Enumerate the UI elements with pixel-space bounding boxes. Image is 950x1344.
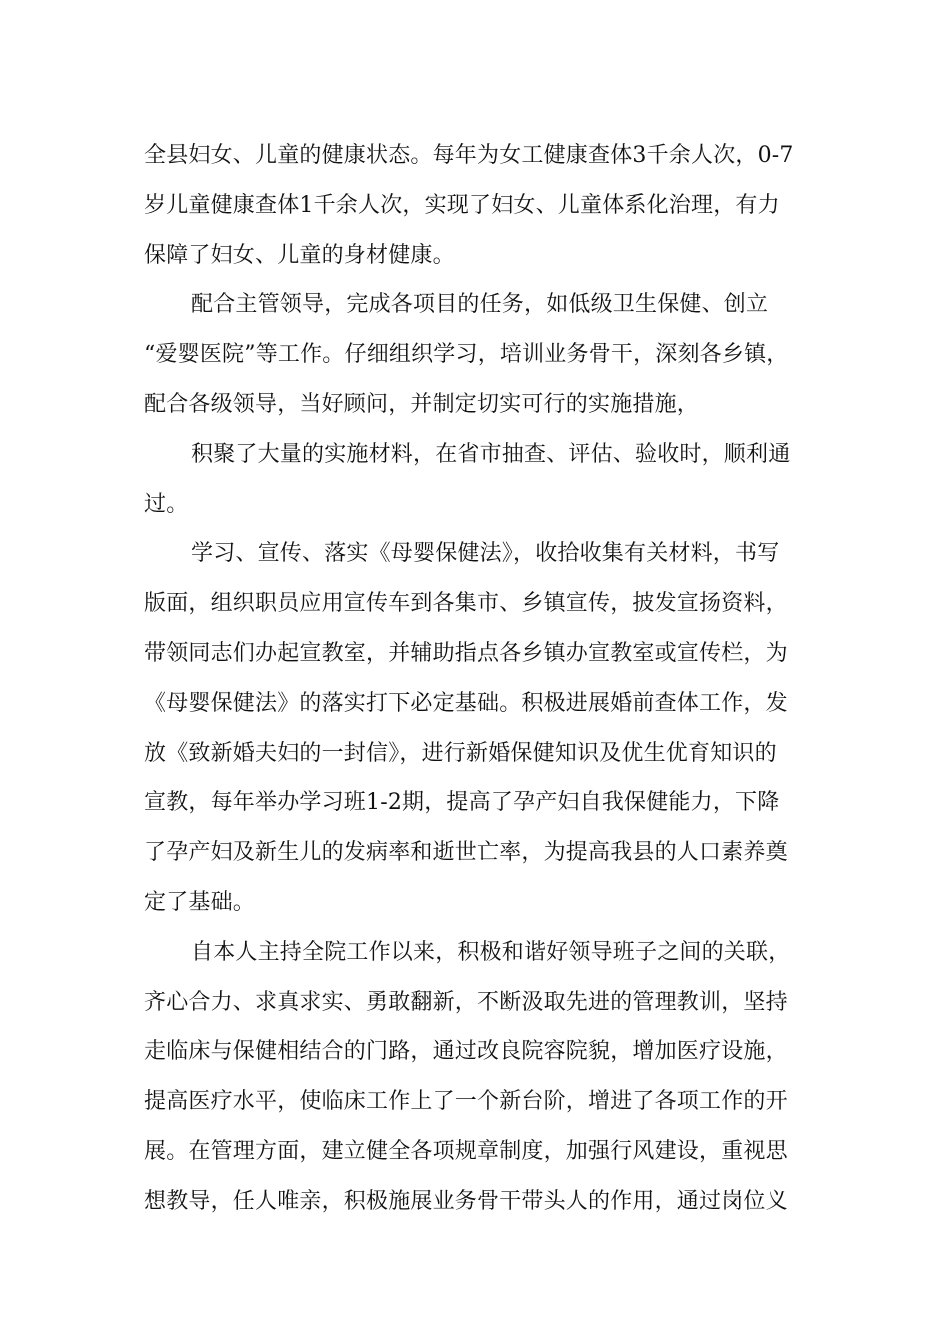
text-line: 配合各级领导，当好顾问，并制定切实可行的实施措施， <box>144 391 700 417</box>
document-body-text <box>144 131 814 1227</box>
text-line: 宣教，每年举办学习班1-2期，提高了孕产妇自我保健能力，下降 <box>144 790 780 816</box>
paragraph-first-line: 学习、宣传、落实《母婴保健法》，收拾收集有关材料，书写 <box>191 541 780 567</box>
text-line: 全县妇女、儿童的健康状态。每年为女工健康查体3千余人次，0-7 <box>144 143 794 168</box>
text-line: “爱婴医院”等工作。仔细组织学习，培训业务骨干，深刻各乡镇， <box>144 342 789 368</box>
text-line: 展。在管理方面，建立健全各项规章制度，加强行风建设，重视思 <box>144 1138 788 1164</box>
text-line: 想教导，任人唯亲，积极施展业务骨干带头人的作用，通过岗位义 <box>144 1188 788 1214</box>
text-line: 走临床与保健相结合的门路，通过改良院容院貌，增加医疗设施， <box>144 1039 788 1065</box>
text-line: 放《致新婚夫妇的一封信》，进行新婚保健知识及优生优育知识的 <box>144 740 777 766</box>
text-line: 齐心合力、求真求实、勇敢翻新，不断汲取先进的管理教训，坚持 <box>144 989 788 1015</box>
text-line: 岁儿童健康查体1千余人次，实现了妇女、儿童体系化治理，有力 <box>144 192 780 218</box>
text-line: 提高医疗水平，使临床工作上了一个新台阶，增进了各项工作的开 <box>144 1089 788 1115</box>
text-line: 保障了妇女、儿童的身材健康。 <box>144 242 455 268</box>
text-line: 过。 <box>144 491 189 517</box>
text-line: 《母婴保健法》的落实打下必定基础。积极进展婚前查体工作，发 <box>144 690 788 716</box>
text-line: 带领同志们办起宣教室，并辅助指点各乡镇办宣教室或宣传栏，为 <box>144 640 788 666</box>
text-line: 定了基础。 <box>144 889 256 915</box>
paragraph-first-line: 自本人主持全院工作以来，积极和谐好领导班子之间的关联， <box>191 939 791 965</box>
paragraph-first-line: 配合主管领导，完成各项目的任务，如低级卫生保健、创立 <box>191 292 769 318</box>
paragraph-first-line: 积聚了大量的实施材料，在省市抽查、评估、验收时，顺利通 <box>191 441 791 467</box>
text-line: 版面，组织职员应用宣传车到各集市、乡镇宣传，披发宣扬资料， <box>144 591 788 617</box>
text-line: 了孕产妇及新生儿的发病率和逝世亡率，为提高我县的人口素养奠 <box>144 840 788 866</box>
